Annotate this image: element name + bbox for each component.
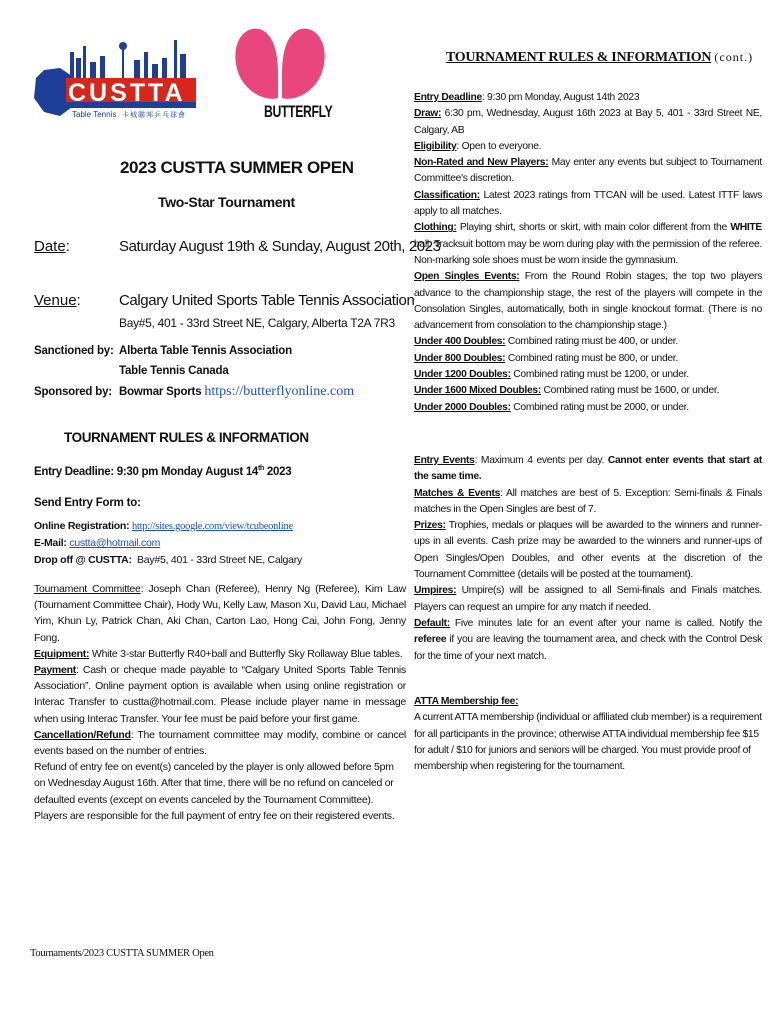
u800-para: Under 800 Doubles: Combined rating must be 800, or under.	[414, 352, 678, 364]
sponsor-link[interactable]: https://butterflyonline.com	[204, 384, 355, 399]
prizes-para: Prizes: Trophies, medals or plaques will be awarded to the winners and runner-ups in all events. Cash prize may be awarded to the winners and runner-ups of Open Singles/Open Doubles, and other events at the discretion of the Tournament Committee (details will be posted at the tournament).	[414, 520, 762, 581]
sponsor-name: Bowmar Sports	[119, 386, 202, 398]
rules-right-top	[414, 90, 762, 416]
entry-events-para: Entry Events: Maximum 4 events per day. Cannot enter events that start at the same time.	[414, 455, 762, 483]
right-header-title: TOURNAMENT RULES & INFORMATION	[446, 50, 712, 65]
default-para: Default: Five minutes late for an event after your name is called. Notify the referee if you are leaving the tournament area, and check with the Control Desk for the time of your next match.	[414, 617, 762, 662]
singles-para: Open Singles Events: From the Round Robin stages, the top two players advance to the championship stage, the rest of the players will compete in the Consolation Singles, automatically, both in single knockout format. (There is no advancement from consolation to the championship stage.)	[414, 271, 762, 332]
draw-para: Draw: 6:30 pm, Wednesday, August 16th 2023 at Bay 5, 401 - 33rd Street NE, Calgary, AB	[414, 108, 762, 136]
custta-logo	[30, 32, 220, 127]
send-heading: Send Entry Form to:	[34, 497, 141, 509]
venue-address: Bay#5, 401 - 33rd Street NE, Calgary, Alberta T2A 7R3	[119, 316, 395, 330]
atta-text: A current ATTA membership (individual or affiliated club member) is a requirement for all participants in the province; otherwise ATTA individual membership fee $15 for adult / $10 for juniors and seniors will be charged. You must provide proof of membership when registering for the tournament.	[414, 712, 762, 773]
right-header-cont: (cont.)	[714, 50, 754, 64]
event-subtitle: Two-Star Tournament	[158, 194, 295, 210]
custta-wordmark: CUSTTA	[68, 79, 186, 107]
atta-heading: ATTA Membership fee:	[414, 696, 519, 707]
venue-value: Calgary United Sports Table Tennis Association	[119, 292, 415, 309]
butterfly-wordmark: BUTTERFLY	[264, 102, 333, 121]
matches-para: Matches & Events: All matches are best of 5. Exception: Semi-finals & Finals matches in the Open Singles are best of 7.	[414, 487, 763, 515]
umpires-para: Umpires: Umpire(s) will be assigned to all Semi-finals and Finals matches. Players can request an umpire for any match if needed.	[414, 585, 762, 613]
event-title: 2023 CUSTTA SUMMER OPEN	[120, 158, 354, 177]
u2000-para: Under 2000 Doubles: Combined rating must be 2000, or under.	[414, 401, 689, 413]
sponsor	[119, 384, 354, 400]
sponsored-label: Sponsored by:	[34, 386, 112, 398]
equipment-para: Equipment: White 3-star Butterfly R40+ball and Butterfly Sky Rollaway Blue tables.	[34, 647, 403, 660]
deadline-para: Entry Deadline: 9:30 pm Monday, August 14th 2023	[414, 92, 640, 103]
butterfly-logo	[230, 24, 333, 128]
entry-deadline-left: Entry Deadline: 9:30 pm Monday August 14th 2023	[34, 465, 292, 478]
email-link[interactable]: custta@hotmail.com	[69, 537, 161, 549]
footer-text: Tournaments/2023 CUSTTA SUMMER Open	[30, 948, 214, 959]
committee-para: Tournament Committee: Joseph Chan (Referee), Henry Ng (Referee), Kim Law (Tournament Committee Chair), Hody Wu, Kelly Law, Mason Xu, David Lau, Michael Yim, Khun Ly, Patrick Chan, Aki Chan, Carton Lao, Hong Cai, John Fong, Jenny Fong.	[34, 583, 406, 644]
online-registration-link[interactable]: http://sites.google.com/view/tcubeonline	[132, 521, 293, 532]
rules-right-bottom	[414, 453, 762, 665]
send-details: Online Registration: http://sites.google.com/view/tcubeonline E-Mail: custta@hotmail.com Drop off @ CUSTTA: Bay#5, 401 - 33rd Street NE, Calgary	[34, 520, 302, 566]
date-label: Date:	[34, 238, 70, 255]
venue-label: Venue:	[34, 292, 81, 309]
custta-sub-cn: 卡城聯邦乒乓球會	[122, 112, 186, 119]
sanctioned-label: Sanctioned by:	[34, 345, 114, 357]
cancel-para: Cancellation/Refund: The tournament committee may modify, combine or cancel events based on the number of entries.	[34, 728, 406, 758]
butterfly-wings-icon	[230, 24, 330, 104]
eligibility-para: Eligibility: Open to everyone.	[414, 140, 542, 152]
date-value: Saturday August 19th & Sunday, August 20th, 2023	[119, 238, 441, 255]
nonrated-para: Non-Rated and New Players: May enter any events but subject to Tournament Committee's discretion.	[414, 157, 762, 185]
u400-para: Under 400 Doubles: Combined rating must be 400, or under.	[414, 336, 678, 348]
u1600-para: Under 1600 Mixed Doubles: Combined rating must be 1600, or under.	[414, 385, 720, 397]
sanctioned-1: Alberta Table Tennis Association	[119, 345, 292, 357]
u1200-para: Under 1200 Doubles: Combined rating must be 1200, or under.	[414, 369, 689, 381]
rules-left-body	[34, 581, 406, 824]
refund-para: Refund of entry fee on event(s) canceled by the player is only allowed before 5pm on Wednesday August 16th. After that time, there will be no refund on canceled or defaulted events (except on events canceled by the Tournament Committee). Players are responsible for the full payment of entry fee on their registered events.	[34, 761, 395, 822]
payment-para: Payment: Cash or cheque made payable to “Calgary United Sports Table Tennis Association”. Online payment option is available when using online registration or Interac Transfer to custta@hotmail.com. Please include player name in message when using Interac Transfer. Your fee must be paid before your first game.	[34, 664, 406, 725]
clothing-para: Clothing: Playing shirt, shorts or skirt, with main color different from the WHITE ball. Tracksuit bottom may be worn during play with the permission of the referee. Non-marking sole shoes must be worn inside the gymnasium.	[414, 222, 762, 266]
classification-para: Classification: Latest 2023 ratings from TTCAN will be used. Latest ITTF laws apply to all matches.	[414, 189, 762, 218]
right-header	[446, 50, 753, 66]
atta-section	[414, 694, 762, 775]
custta-sub-en: Table Tennis	[72, 110, 117, 119]
rules-heading: TOURNAMENT RULES & INFORMATION	[64, 430, 309, 445]
sanctioned-2: Table Tennis Canada	[119, 365, 229, 377]
